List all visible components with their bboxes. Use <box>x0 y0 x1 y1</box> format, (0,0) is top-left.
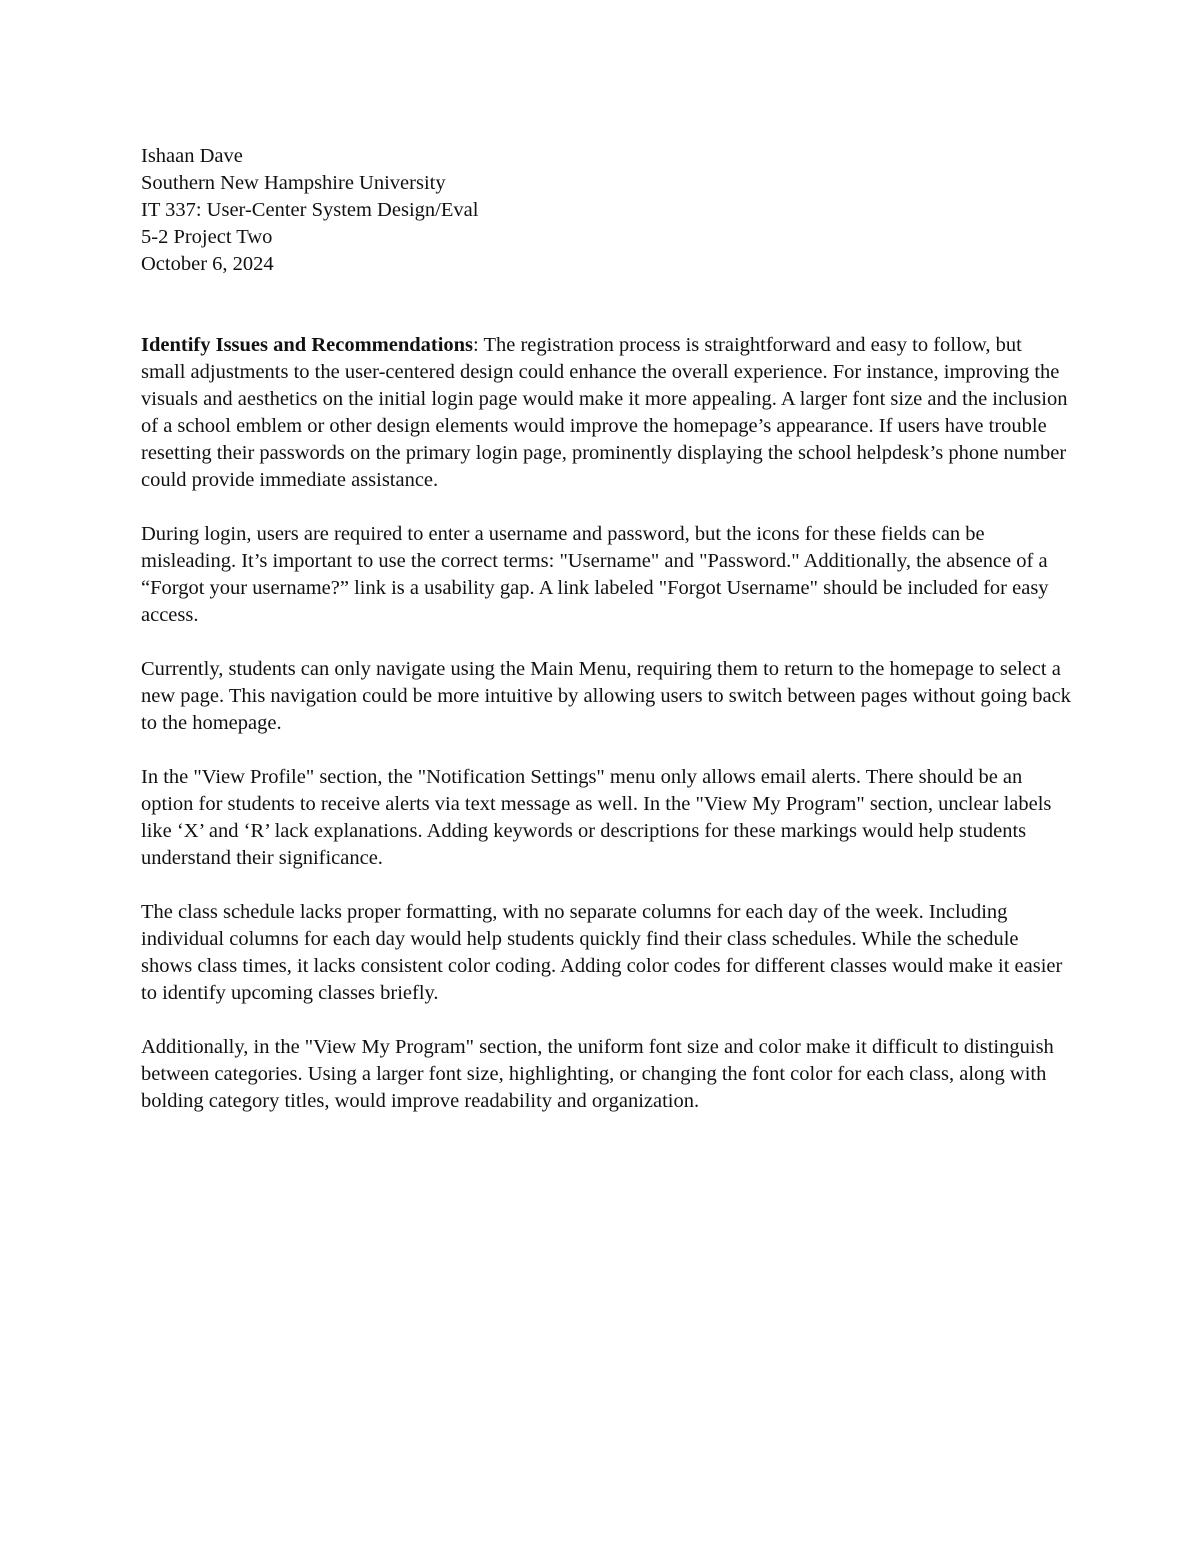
assignment-name: 5-2 Project Two <box>141 226 273 248</box>
intro-paragraph <box>141 332 1071 494</box>
author-name: Ishaan Dave <box>141 145 243 167</box>
intro-paragraph-text: : The registration process is straightforward and easy to follow, but small adjustments to the user-centered design could enhance the overall experience. For instance, improving the visuals and aesthetics on the initial login page would make it more appealing. A larger font size and the inclusion of a school emblem or other design elements would improve the homepage’s appearance. If users have trouble resetting their passwords on the primary login page, prominently displaying the school helpdesk’s phone number could provide immediate assistance. <box>141 334 1068 491</box>
paragraph-login: During login, users are required to enter a username and password, but the icons for these fields can be misleading. It’s important to use the correct terms: "Username" and "Password." Additionally, the absence of a “Forgot your username?” link is a usability gap. A link labeled "Forgot Username" should be included for easy access. <box>141 523 1049 626</box>
paragraph-profile: In the "View Profile" section, the "Notification Settings" menu only allows email alerts. There should be an option for students to receive alerts via text message as well. In the "View My Program" section, unclear labels like ‘X’ and ‘R’ lack explanations. Adding keywords or descriptions for these markings would help students understand their significance. <box>141 766 1052 869</box>
document-content <box>141 143 1071 1142</box>
document-header <box>141 143 1071 278</box>
paragraph-program: Additionally, in the "View My Program" section, the uniform font size and color make it difficult to distinguish between categories. Using a larger font size, highlighting, or changing the font color for each class, along with bolding category titles, would improve readability and organization. <box>141 1036 1054 1112</box>
document-date: October 6, 2024 <box>141 253 274 275</box>
paragraph-navigation: Currently, students can only navigate using the Main Menu, requiring them to return to the homepage to select a new page. This navigation could be more intuitive by allowing users to switch between pages without going back to the homepage. <box>141 658 1071 734</box>
paragraph-schedule: The class schedule lacks proper formatting, with no separate columns for each day of the week. Including individual columns for each day would help students quickly find their class schedules. While the schedule shows class times, it lacks consistent color coding. Adding color codes for different classes would make it easier to identify upcoming classes briefly. <box>141 901 1063 1004</box>
section-heading: Identify Issues and Recommendations <box>141 334 474 356</box>
course-name: IT 337: User-Center System Design/Eval <box>141 199 479 221</box>
institution-name: Southern New Hampshire University <box>141 172 446 194</box>
